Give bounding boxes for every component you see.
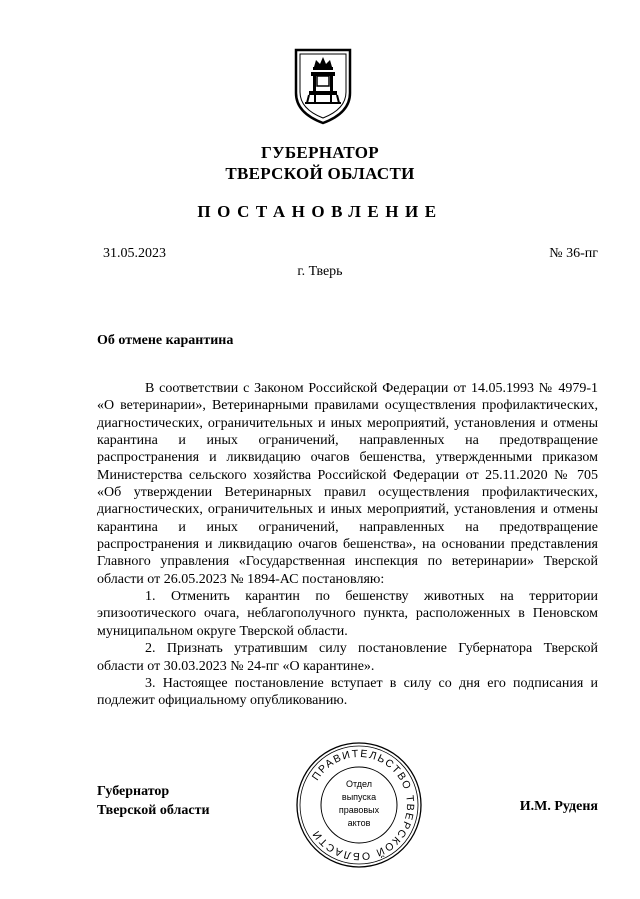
document-type: ПОСТАНОВЛЕНИЕ	[197, 202, 443, 221]
authority-title-line1: ГУБЕРНАТОР	[261, 143, 379, 162]
preamble-paragraph: В соответствии с Законом Российской Федерации от 14.05.1993 № 4979-1 «О ветеринарии», Ветеринарными правилами осуществления профилактических, диагностических, ограничительных и иных мероприятий, установления и отмены карантина и иных ограничений, направленных на предотвращение распространения и ликвидацию очагов бешенства, утвержденными приказом Министерства сельского хозяйства Российской Федерации от 25.11.2020 № 705 «Об утверждении Ветеринарных правил осуществления профилактических, диагностических, ограничительных и иных мероприятий, установления и отмены карантина и иных ограничений, направленных на предотвращение распространения и ликвидацию очагов бешенства», на основании представления Главного управления «Государственная инспекция по ветеринарии» Тверской области от 26.05.2023 № 1894-АС постановляю:	[97, 381, 598, 587]
seal-center-line3: правовых	[338, 805, 380, 815]
document-subject: Об отмене карантина	[97, 333, 234, 348]
item-3-paragraph: 3. Настоящее постановление вступает в силу со дня его подписания и подлежит официальному опубликованию.	[97, 675, 598, 709]
seal-center-line1: Отдел	[345, 779, 373, 789]
seal-center-line4: актов	[347, 818, 371, 828]
official-seal	[294, 740, 424, 870]
document-number: № 36-пг	[549, 246, 598, 261]
document-body	[97, 380, 598, 710]
authority-title-line2: ТВЕРСКОЙ ОБЛАСТИ	[225, 164, 415, 183]
document-city: г. Тверь	[297, 264, 343, 279]
signatory-position	[97, 782, 210, 820]
signatory-name: И.М. Руденя	[519, 799, 598, 814]
signatory-position-line2: Тверской области	[97, 803, 210, 818]
coat-of-arms-icon	[293, 47, 353, 125]
seal-center-line2: выпуска	[341, 792, 377, 802]
seal-ring-text: ПРАВИТЕЛЬСТВО ТВЕРСКОЙ ОБЛАСТИ	[309, 747, 417, 863]
document-date: 31.05.2023	[103, 246, 166, 261]
item-1-paragraph: 1. Отменить карантин по бешенству животных на территории эпизоотического очага, неблагополучного пункта, расположенных в Пеновском муниципальном округе Тверской области.	[97, 589, 598, 639]
item-2-paragraph: 2. Признать утратившим силу постановление Губернатора Тверской области от 30.03.2023 № 24-пг «О карантине».	[97, 641, 598, 674]
signatory-position-line1: Губернатор	[97, 784, 170, 799]
